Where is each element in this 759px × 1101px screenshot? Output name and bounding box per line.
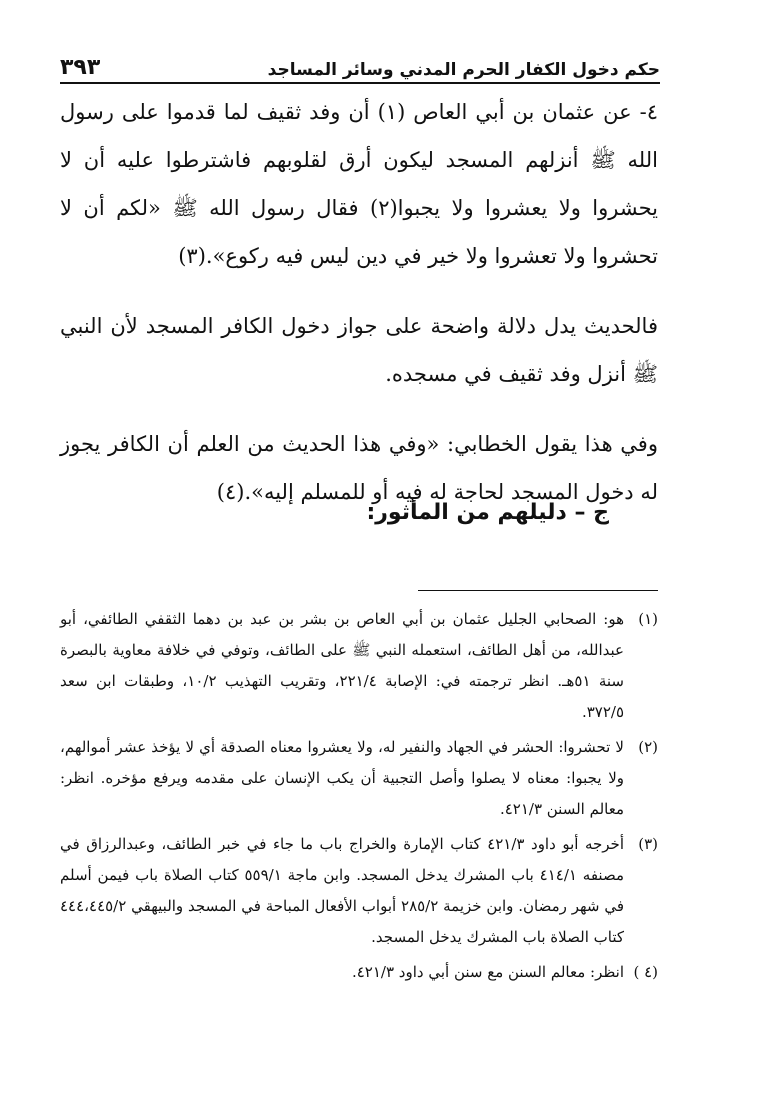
footnote-number: (٤ ) — [633, 963, 658, 981]
footnote-text: انظر: معالم السنن مع سنن أبي داود ٤٢١/٣. — [351, 963, 624, 981]
section-subheading: ج – دليلهم من المأثور: — [366, 500, 609, 525]
footnote-number: (٢) — [638, 738, 658, 756]
paragraph-commentary: فالحديث يدل دلالة واضحة على جواز دخول الكافر المسجد لأن النبي ﷺ أنزل وفد ثقيف في مسجده. — [60, 314, 658, 386]
footnote-2 — [60, 732, 658, 825]
header-title: حكم دخول الكفار الحرم المدني وسائر المساجد — [267, 60, 660, 80]
running-header — [60, 44, 660, 84]
footnote-4 — [60, 957, 658, 988]
footnote-1 — [60, 604, 658, 728]
paragraph-khattabi-quote: وفي هذا يقول الخطابي: «وفي هذا الحديث من العلم أن الكافر يجوز له دخول المسجد لحاجة له فيه أو للمسلم إليه».(٤) — [60, 432, 658, 504]
footnote-text: هو: الصحابي الجليل عثمان بن أبي العاص بن بشر بن عبد بن دهما الثقفي الطائفي، أبو عبدالله، من أهل الطائف، استعمله النبي ﷺ على الطائف، وتوفي في خلافة معاوية بالبصرة سنة ٥١هـ. انظر ترجمته في: الإصابة ٢٢١/٤، وتقريب التهذيب ١٠/٢، وطبقات ابن سعد ٣٧٢/٥. — [60, 610, 625, 721]
footnote-number: (٣) — [638, 835, 658, 853]
footnote-text: لا تحشروا: الحشر في الجهاد والنفير له، ولا يعشروا معناه الصدقة أي لا يؤخذ عشر أموالهم، ولا يجبوا: معناه لا يصلوا وأصل التجبية أن يكب الإنسان على مقدمه ويرفع مؤخره. انظر: معالم السنن ٤٢١/٣. — [60, 738, 624, 818]
footnote-divider — [418, 590, 658, 591]
footnotes — [60, 604, 658, 992]
main-body — [60, 88, 658, 516]
footnote-text: أخرجه أبو داود ٤٢١/٣ كتاب الإمارة والخراج باب ما جاء في خبر الطائف، وعبدالرزاق في مصنفه ٤١٤/١ باب المشرك يدخل المسجد. وابن ماجة ٥٥٩/١ كتاب الصلاة باب فيمن أسلم في شهر رمضان. وابن خزيمة ٢٨٥/٢ أبواب الأفعال المباحة في المسجد والبيهقي ٤٤٤،٤٤٥/٢ كتاب الصلاة باب المشرك يدخل المسجد. — [60, 835, 624, 946]
paragraph-hadith: ٤- عن عثمان بن أبي العاص (١) أن وفد ثقيف لما قدموا على رسول الله ﷺ أنزلهم المسجد ليكون أرق لقلوبهم فاشترطوا عليه أن لا يحشروا ولا يعشروا ولا يجبوا(٢) فقال رسول الله ﷺ «لكم أن لا تحشروا ولا تعشروا ولا خير في دين ليس فيه ركوع».(٣) — [60, 100, 658, 268]
footnote-3 — [60, 829, 658, 953]
page-number: ٣٩٣ — [60, 55, 101, 80]
footnote-number: (١) — [638, 610, 658, 628]
